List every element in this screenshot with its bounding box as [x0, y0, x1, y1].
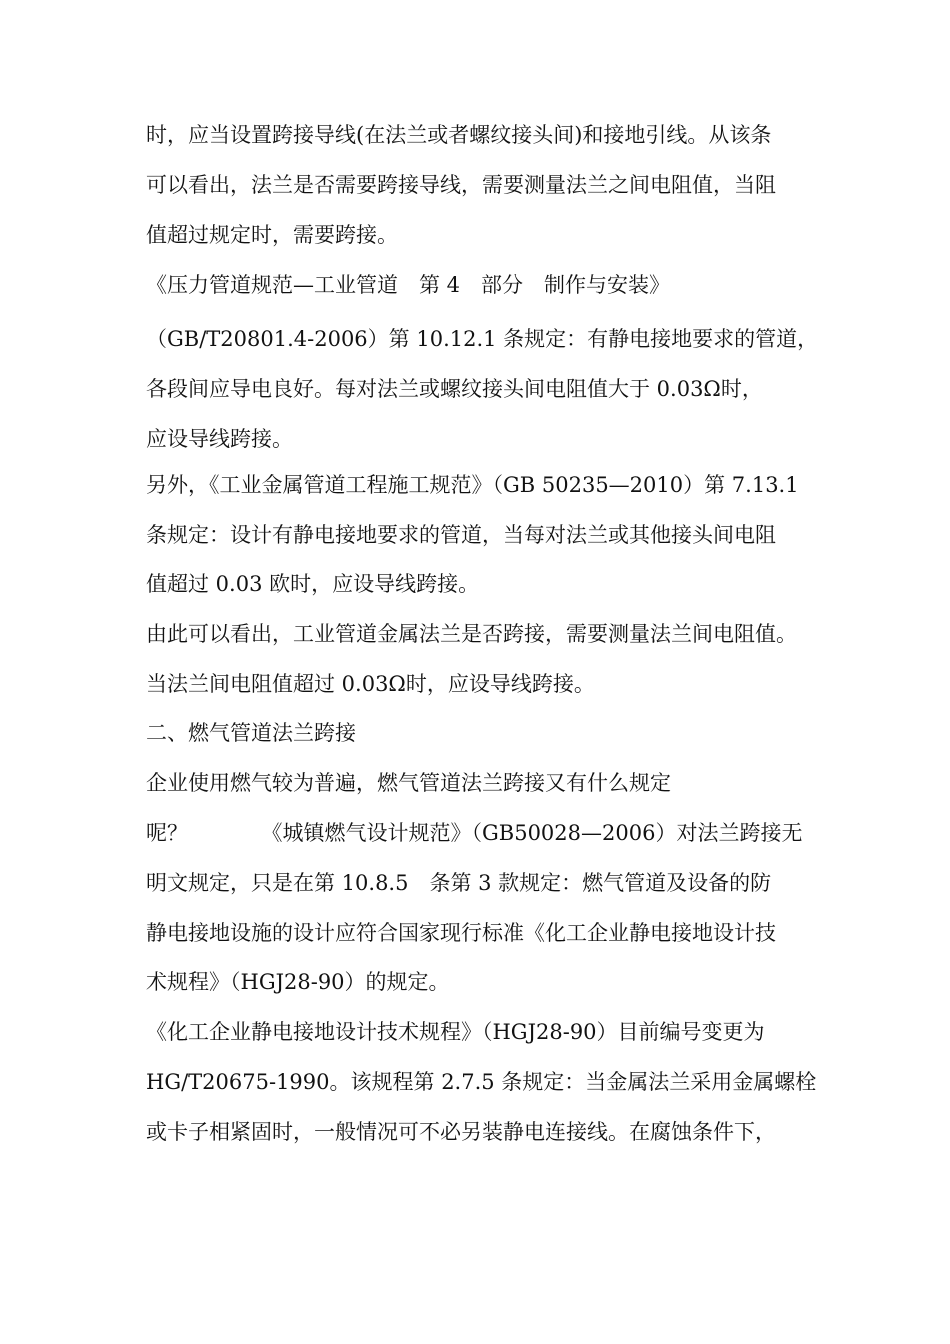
text-line: 企业使用燃气较为普遍，燃气管道法兰跨接又有什么规定	[146, 771, 671, 795]
text-line: HG/T20675-1990。该规程第 2.7.5 条规定：当金属法兰采用金属螺栓	[146, 1070, 817, 1094]
text-line: 值超过规定时，需要跨接。	[146, 223, 398, 247]
text-line: 各段间应导电良好。每对法兰或螺纹接头间电阻值大于 0.03Ω时，	[146, 377, 763, 401]
text-line: 值超过 0.03 欧时，应设导线跨接。	[146, 572, 480, 596]
text-line: 条规定：设计有静电接地要求的管道，当每对法兰或其他接头间电阻	[146, 523, 776, 547]
text-line: 呢？ 《城镇燃气设计规范》（GB50028—2006）对法兰跨接无	[146, 821, 803, 845]
text-line: 术规程》（HGJ28-90）的规定。	[146, 970, 450, 994]
text-line: 《化工企业静电接地设计技术规程》（HGJ28-90）目前编号变更为	[146, 1020, 765, 1044]
text-line: 应设导线跨接。	[146, 427, 293, 451]
section-heading: 二、燃气管道法兰跨接	[146, 721, 356, 745]
text-line: （GB/T20801.4-2006）第 10.12.1 条规定：有静电接地要求的管道，	[146, 327, 819, 351]
text-line: 另外，《工业金属管道工程施工规范》（GB 50235—2010）第 7.13.1	[146, 473, 799, 497]
text-line: 《压力管道规范—工业管道 第 4 部分 制作与安装》	[146, 273, 671, 297]
text-line: 当法兰间电阻值超过 0.03Ω时，应设导线跨接。	[146, 672, 595, 696]
text-line: 时，应当设置跨接导线(在法兰或者螺纹接头间)和接地引线。从该条	[146, 123, 772, 147]
text-line: 或卡子相紧固时，一般情况可不必另装静电连接线。在腐蚀条件下，	[146, 1120, 776, 1144]
text-line: 由此可以看出，工业管道金属法兰是否跨接，需要测量法兰间电阻值。	[146, 622, 797, 646]
text-line: 静电接地设施的设计应符合国家现行标准《化工企业静电接地设计技	[146, 921, 776, 945]
text-line: 可以看出，法兰是否需要跨接导线，需要测量法兰之间电阻值，当阻	[146, 173, 776, 197]
text-line: 明文规定，只是在第 10.8.5 条第 3 款规定：燃气管道及设备的防	[146, 871, 772, 895]
